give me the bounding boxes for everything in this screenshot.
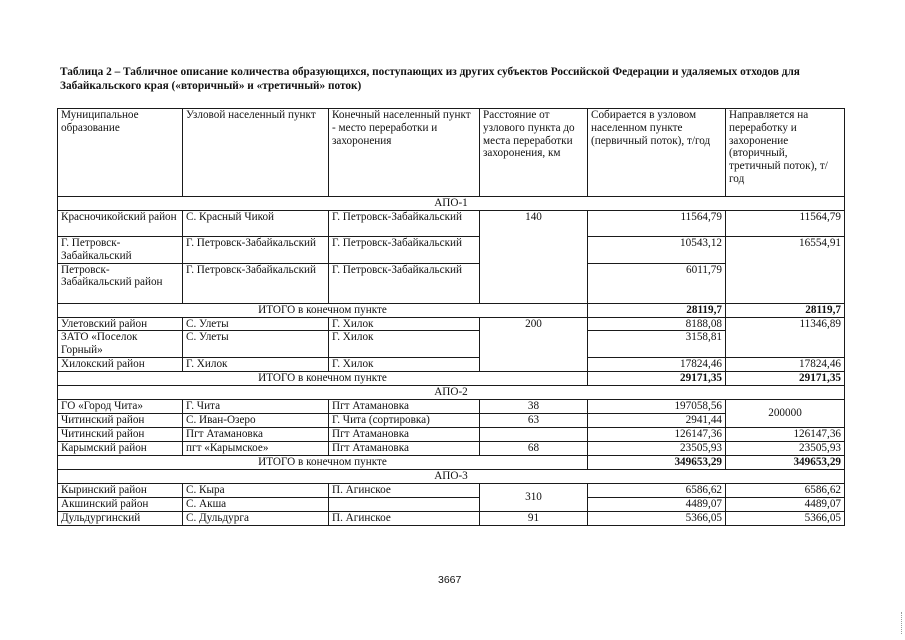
cell-municipality: ГО «Город Чита» <box>58 399 183 413</box>
total-sent: 349653,29 <box>726 455 845 469</box>
cell-distance: 91 <box>480 511 588 525</box>
cell-distance: 63 <box>480 413 588 427</box>
cell-hub: С. Иван-Озеро <box>183 413 329 427</box>
cell-sent: 5366,05 <box>726 511 845 525</box>
cell-final: Г. Чита (сортировка) <box>329 413 480 427</box>
section-apo1: АПО-1 <box>58 197 845 211</box>
cell-municipality: Акшинский район <box>58 497 183 511</box>
cell-hub: С. Дульдурга <box>183 511 329 525</box>
table-row <box>58 399 845 413</box>
table-row <box>58 497 845 511</box>
cell-sent: 16554,91 <box>726 237 845 304</box>
cell-hub: пгт «Карымское» <box>183 441 329 455</box>
cell-municipality: Дульдургинский <box>58 511 183 525</box>
total-label: ИТОГО в конечном пункте <box>58 455 588 469</box>
cell-collected: 6011,79 <box>588 263 726 303</box>
cell-hub: С. Красный Чикой <box>183 211 329 237</box>
cell-final: Г. Петровск-Забайкальский <box>329 263 480 303</box>
total-row <box>58 455 845 469</box>
cell-collected: 3158,81 <box>588 331 726 358</box>
cell-hub: Пгт Атамановка <box>183 427 329 441</box>
section-row <box>58 197 845 211</box>
cell-final: Пгт Атамановка <box>329 441 480 455</box>
table-row <box>58 237 845 264</box>
cell-collected: 17824,46 <box>588 357 726 371</box>
cell-collected: 6586,62 <box>588 483 726 497</box>
cell-collected: 10543,12 <box>588 237 726 264</box>
cell-final: П. Агинское <box>329 511 480 525</box>
cell-municipality: Кыринский район <box>58 483 183 497</box>
cell-sent: 23505,93 <box>726 441 845 455</box>
total-row <box>58 303 845 317</box>
table-caption: Таблица 2 – Табличное описание количества образующихся, поступающих из других субъектов Российской Федерации и удаляемых отходов для Забайкальского края («вторичный» и «третичный» поток) <box>60 66 800 92</box>
cell-sent: 11564,79 <box>726 211 845 237</box>
cell-hub: С. Акша <box>183 497 329 511</box>
cell-hub: С. Улеты <box>183 317 329 331</box>
cell-sent: 17824,46 <box>726 357 845 371</box>
table-row <box>58 357 845 371</box>
total-row <box>58 371 845 385</box>
cell-collected: 126147,36 <box>588 427 726 441</box>
cell-municipality: ЗАТО «Поселок Горный» <box>58 331 183 358</box>
header-collected: Собирается в узловом населенном пункте (первичный поток), т/год <box>588 109 726 197</box>
section-apo3: АПО-3 <box>58 469 845 483</box>
cell-sent: 4489,07 <box>726 497 845 511</box>
cell-municipality: Карымский район <box>58 441 183 455</box>
cell-municipality: Красночикойский район <box>58 211 183 237</box>
header-hub: Узловой населенный пункт <box>183 109 329 197</box>
cell-collected: 2941,44 <box>588 413 726 427</box>
cell-municipality: Улетовский район <box>58 317 183 331</box>
cell-final: Г. Хилок <box>329 357 480 371</box>
section-row <box>58 469 845 483</box>
cell-distance: 140 <box>480 211 588 304</box>
table-row <box>58 483 845 497</box>
page-number: 3667 <box>438 574 462 586</box>
cell-final: Пгт Атамановка <box>329 427 480 441</box>
cell-distance: 68 <box>480 441 588 455</box>
cell-final: Г. Хилок <box>329 331 480 358</box>
cell-distance: 38 <box>480 399 588 413</box>
waste-flow-table <box>57 108 845 526</box>
cell-municipality: Петровск-Забайкальский район <box>58 263 183 303</box>
cell-sent: 11346,89 <box>726 317 845 357</box>
header-distance: Расстояние от узлового пункта до места переработки захоронения, км <box>480 109 588 197</box>
cell-final: Г. Петровск-Забайкальский <box>329 237 480 264</box>
total-label: ИТОГО в конечном пункте <box>58 303 588 317</box>
cell-collected: 11564,79 <box>588 211 726 237</box>
cell-final: П. Агинское <box>329 483 480 497</box>
total-label: ИТОГО в конечном пункте <box>58 371 588 385</box>
total-collected: 28119,7 <box>588 303 726 317</box>
table-row <box>58 511 845 525</box>
cell-distance: 310 <box>480 483 588 511</box>
cell-sent: 126147,36 <box>726 427 845 441</box>
cell-municipality: Хилокский район <box>58 357 183 371</box>
total-collected: 29171,35 <box>588 371 726 385</box>
cell-hub: С. Улеты <box>183 331 329 358</box>
total-sent: 28119,7 <box>726 303 845 317</box>
cell-hub: Г. Петровск-Забайкальский <box>183 237 329 264</box>
cell-municipality: Г. Петровск-Забайкальский <box>58 237 183 264</box>
scan-edge-marks <box>901 612 904 634</box>
total-collected: 349653,29 <box>588 455 726 469</box>
cell-final: Г. Петровск-Забайкальский <box>329 211 480 237</box>
cell-hub: Г. Хилок <box>183 357 329 371</box>
header-sent: Направляется на переработку и захоронение (вторичный, третичный поток), т/год <box>726 109 845 197</box>
cell-sent: 6586,62 <box>726 483 845 497</box>
cell-collected: 197058,56 <box>588 399 726 413</box>
cell-hub: Г. Петровск-Забайкальский <box>183 263 329 303</box>
cell-final: Г. Хилок <box>329 317 480 331</box>
cell-distance: 200 <box>480 317 588 371</box>
cell-municipality: Читинский район <box>58 427 183 441</box>
cell-final <box>329 497 480 511</box>
cell-distance <box>480 427 588 441</box>
section-row <box>58 385 845 399</box>
cell-collected: 5366,05 <box>588 511 726 525</box>
section-apo2: АПО-2 <box>58 385 845 399</box>
table-row <box>58 211 845 237</box>
table-row <box>58 427 845 441</box>
table-row <box>58 317 845 331</box>
cell-collected: 23505,93 <box>588 441 726 455</box>
cell-municipality: Читинский район <box>58 413 183 427</box>
cell-hub: Г. Чита <box>183 399 329 413</box>
cell-final: Пгт Атамановка <box>329 399 480 413</box>
table-row <box>58 441 845 455</box>
cell-collected: 8188,08 <box>588 317 726 331</box>
cell-hub: С. Кыра <box>183 483 329 497</box>
header-final: Конечный населенный пункт - место переработки и захоронения <box>329 109 480 197</box>
cell-collected: 4489,07 <box>588 497 726 511</box>
header-municipality: Муниципальное образование <box>58 109 183 197</box>
header-row <box>58 109 845 197</box>
total-sent: 29171,35 <box>726 371 845 385</box>
cell-sent: 200000 <box>726 399 845 427</box>
